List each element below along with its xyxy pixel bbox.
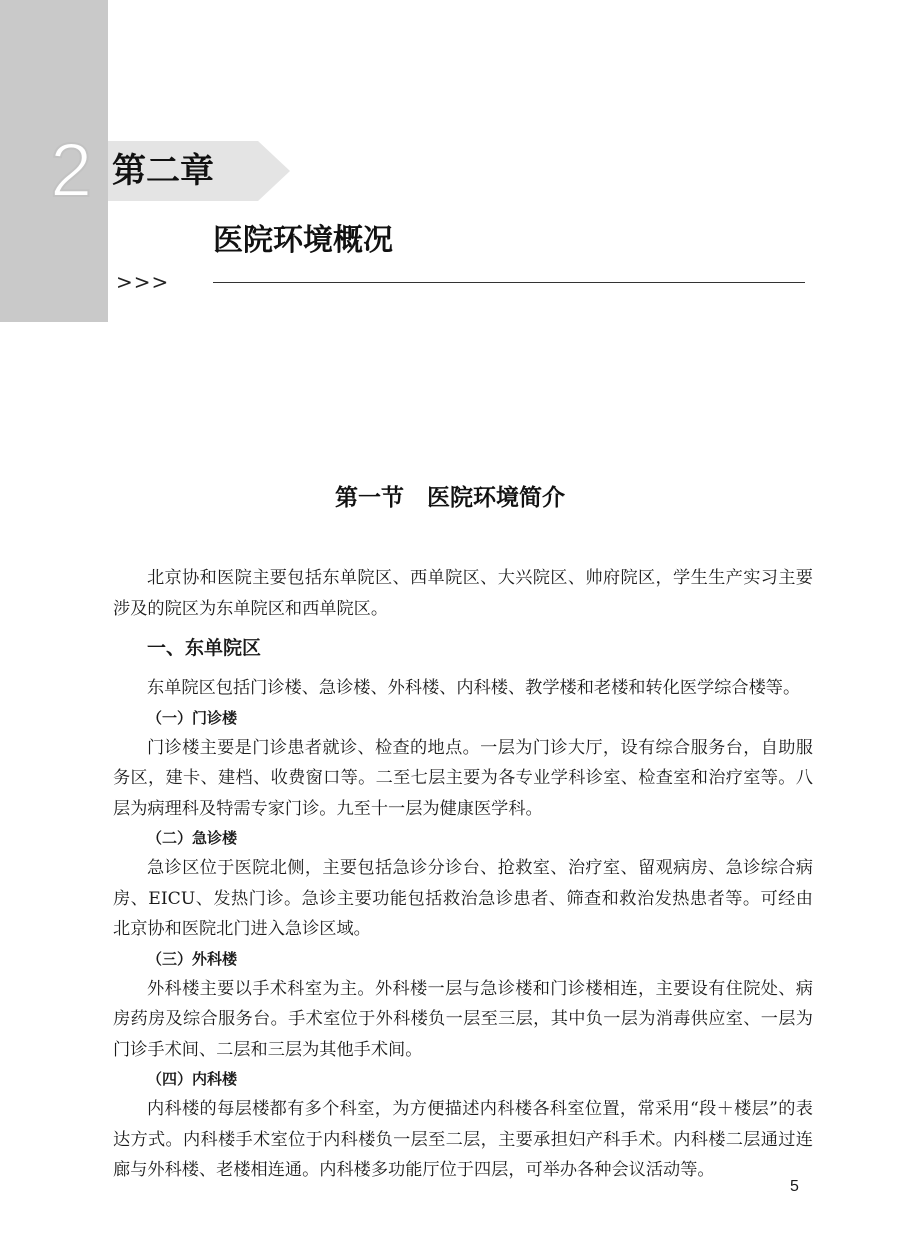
chapter-number: 2	[50, 128, 93, 213]
subsection-intro: 东单院区包括门诊楼、急诊楼、外科楼、内科楼、教学楼和老楼和转化医学综合楼等。	[147, 678, 801, 698]
part-body-surgery: 外科楼主要以手术科室为主。外科楼一层与急诊楼和门诊楼相连，主要设有住院处、病房药房及综合服务台。手术室位于外科楼负一层至三层，其中负一层为消毒供应室、一层为门诊手术间、二层和三层为其他手术间。	[113, 978, 813, 1060]
part-body-emergency: 急诊区位于医院北侧，主要包括急诊分诊台、抢救室、治疗室、留观病房、急诊综合病房、EICU、发热门诊。急诊主要功能包括救治急诊患者、筛查和救治发热患者等。可经由北京协和医院北门进入急诊区域。	[113, 858, 813, 939]
part-body-outpatient: 门诊楼主要是门诊患者就诊、检查的地点。一层为门诊大厅，设有综合服务台，自助服务区，建卡、建档、收费窗口等。二至七层主要为各专业学科诊室、检查室和治疗室等。八层为病理科及特需专家门诊。九至十一层为健康医学科。	[113, 737, 813, 819]
title-divider	[213, 282, 805, 283]
section-content	[113, 563, 813, 1186]
chapter-banner-arrow	[258, 141, 290, 201]
chapter-title: 医院环境概况	[213, 223, 393, 258]
section-heading: 第一节 医院环境简介	[335, 485, 565, 511]
section-intro: 北京协和医院主要包括东单院区、西单院区、大兴院区、帅府院区，学生生产实习主要涉及的院区为东单院区和西单院区。	[113, 568, 813, 619]
part-heading-internal: （四）内科楼	[147, 1070, 238, 1088]
part-heading-surgery: （三）外科楼	[147, 949, 238, 968]
part-heading-emergency: （二）急诊楼	[147, 829, 238, 847]
part-heading-outpatient: （一）门诊楼	[147, 708, 238, 727]
chapter-arrows-icon: >>>	[116, 270, 170, 294]
chapter-label: 第二章	[112, 151, 214, 191]
part-body-internal: 内科楼的每层楼都有多个科室，为方便描述内科楼各科室位置，常采用“段＋楼层”的表达方式。内科楼手术室位于内科楼负一层至二层，主要承担妇产科手术。内科楼二层通过连廊与外科楼、老楼相连通。内科楼多功能厅位于四层，可举办各种会议活动等。	[113, 1099, 813, 1180]
subsection-heading: 一、东单院区	[147, 637, 262, 659]
page-number: 5	[790, 1178, 799, 1195]
